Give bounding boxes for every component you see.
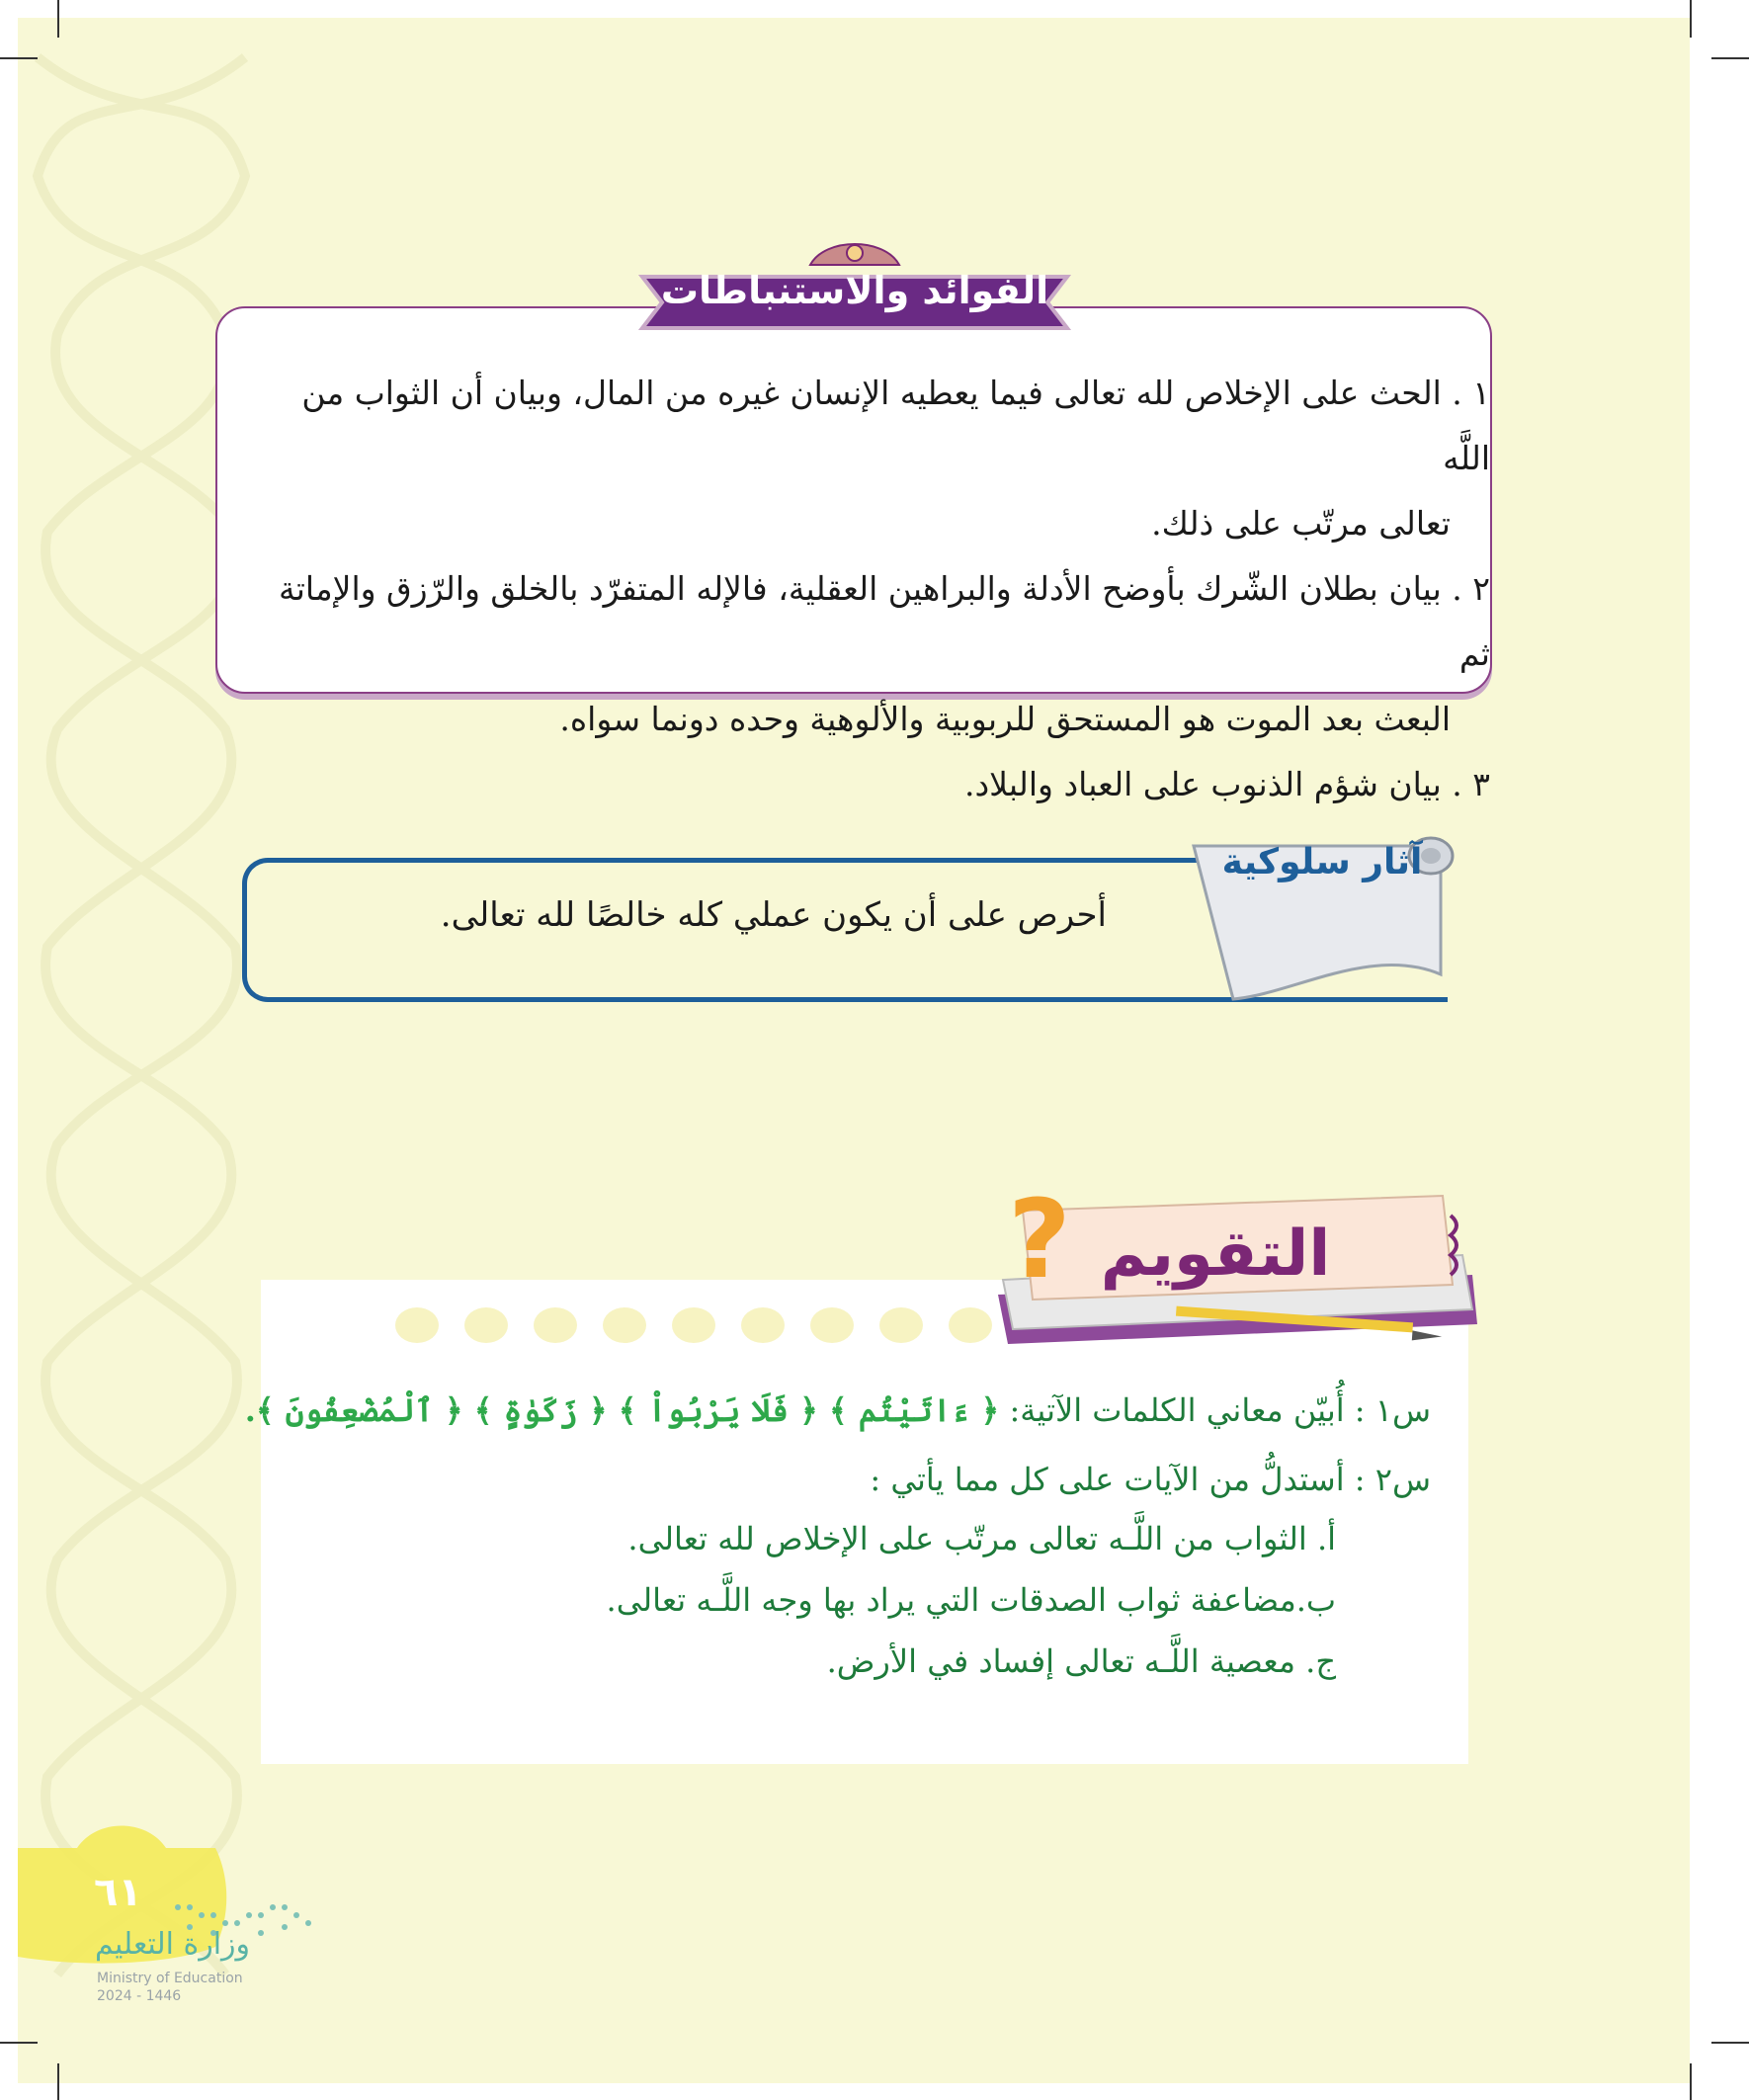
ring-hole bbox=[395, 1307, 439, 1343]
crop-mark bbox=[0, 2042, 38, 2044]
fawaid-item-2-cont: البعث بعد الموت هو المستحق للربوبية والألوهية وحده دونما سواه. bbox=[559, 700, 1451, 738]
crop-mark bbox=[1711, 57, 1749, 59]
crop-mark bbox=[1711, 2042, 1749, 2044]
ministry-name-en: Ministry of Education bbox=[97, 1971, 243, 1986]
crop-mark bbox=[57, 0, 59, 38]
ring-hole bbox=[534, 1307, 577, 1343]
ring-hole bbox=[810, 1307, 854, 1343]
question-mark-icon: ? bbox=[1008, 1176, 1071, 1302]
athar-title: آثار سلوكية bbox=[1221, 842, 1423, 882]
ring-hole bbox=[603, 1307, 646, 1343]
sub-item-a: أ. الثواب من اللَّـه تعالى مرتّب على الإخلاص لله تعالى. bbox=[627, 1520, 1336, 1557]
athar-text: أحرص على أن يكون عملي كله خالصًا لله تعالى. bbox=[440, 895, 1107, 935]
page-number: ٦١ bbox=[94, 1870, 142, 1915]
fawaid-list bbox=[255, 361, 1490, 817]
fawaid-item-3: ٣ . بيان شؤم الذنوب على العباد والبلاد. bbox=[963, 765, 1490, 803]
fawaid-item-1-cont: تعالى مرتّب على ذلك. bbox=[1151, 504, 1451, 543]
crop-mark bbox=[1690, 2063, 1692, 2100]
question-1 bbox=[245, 1391, 1431, 1429]
ring-hole bbox=[672, 1307, 715, 1343]
sub-item-b: ب.مضاعفة ثواب الصدقات التي يراد بها وجه اللَّـه تعالى. bbox=[606, 1581, 1336, 1619]
question-1-words: ﴿ ءَاتَيْتُم ﴾ ﴿ فَلَا يَرْبُواْ ﴾ ﴿ زَكَوٰةٍ ﴾ ﴿ ٱلْمُضْعِفُونَ ﴾. bbox=[244, 1391, 1000, 1429]
fawaid-item-2: ٢ . بيان بطلان الشّرك بأوضح الأدلة والبراهين العقلية، فالإله المتفرّد بالخلق والرّزق والإماتة ثم bbox=[279, 569, 1490, 673]
ring-hole bbox=[464, 1307, 508, 1343]
ministry-name-ar: وزارة التعليم bbox=[95, 1927, 251, 1962]
fawaid-title: الفوائد والاستنباطات bbox=[660, 269, 1049, 312]
question-2: س٢ : أستدلُّ من الآيات على كل مما يأتي : bbox=[870, 1461, 1431, 1498]
sub-item-c: ج. معصية اللَّـه تعالى إفساد في الأرض. bbox=[826, 1642, 1336, 1680]
crop-mark bbox=[1690, 0, 1692, 38]
fawaid-item-1: ١ . الحث على الإخلاص لله تعالى فيما يعطيه الإنسان غيره من المال، وبيان أن الثواب من اللَّه bbox=[301, 374, 1490, 477]
evaluation-title: التقويم bbox=[1100, 1218, 1331, 1291]
question-1-prefix: س١ : أُبيّن معاني الكلمات الآتية: bbox=[1009, 1391, 1431, 1429]
crop-mark bbox=[0, 57, 38, 59]
ministry-year: 2024 - 1446 bbox=[97, 1988, 182, 2004]
ring-hole bbox=[741, 1307, 785, 1343]
ring-hole bbox=[879, 1307, 923, 1343]
crop-mark bbox=[57, 2063, 59, 2100]
